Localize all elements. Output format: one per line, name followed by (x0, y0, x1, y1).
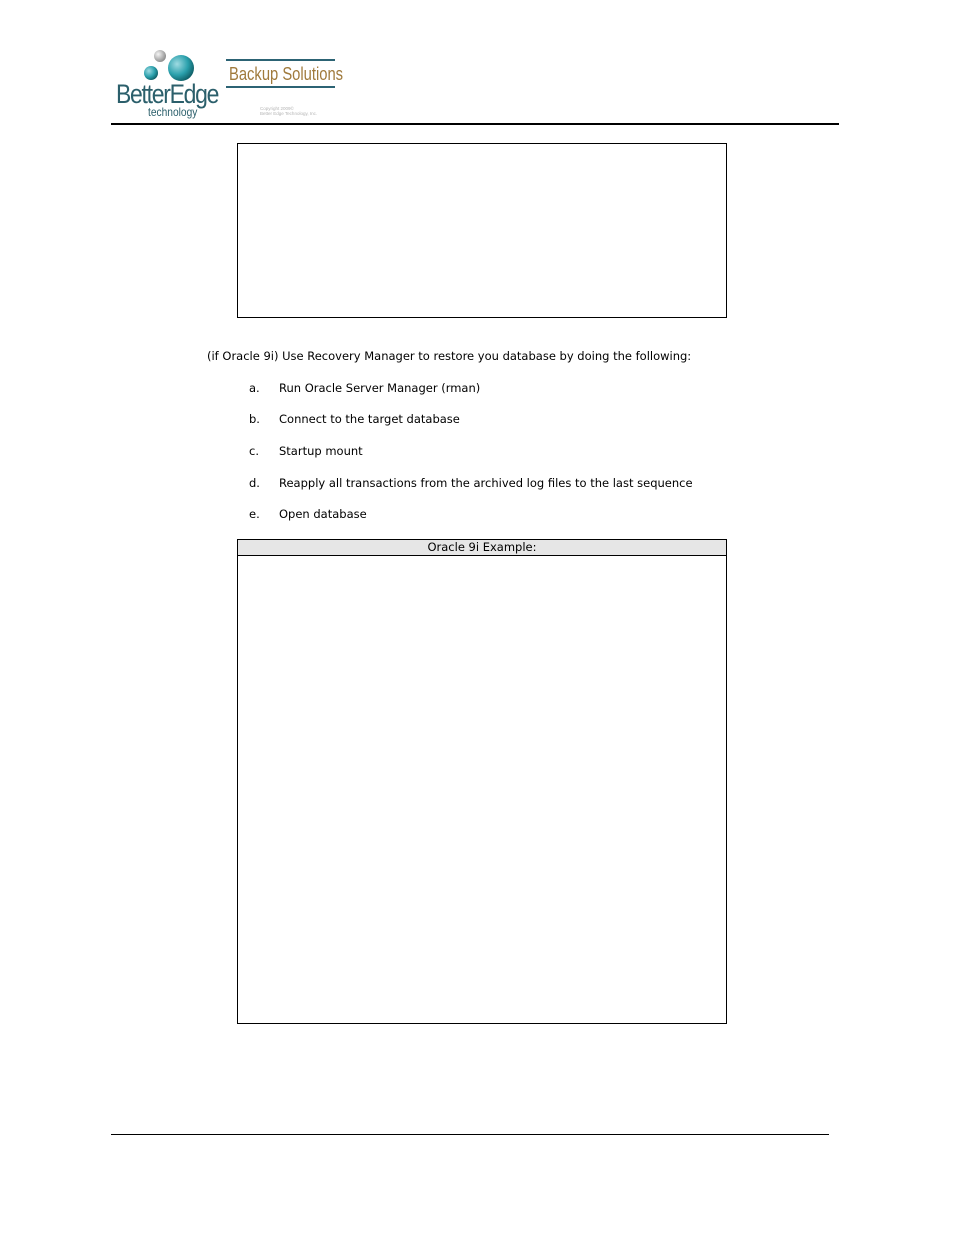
step-item (249, 507, 367, 521)
step-text: Open database (279, 507, 367, 521)
step-text: Connect to the target database (279, 412, 460, 426)
code-box-empty (237, 143, 727, 318)
oracle-example-box (237, 539, 727, 1024)
company-logo (112, 48, 352, 122)
step-text: Run Oracle Server Manager (rman) (279, 381, 481, 395)
step-letter: e. (249, 507, 260, 521)
product-rule-bottom (226, 86, 335, 88)
example-box-title: Oracle 9i Example: (238, 540, 726, 556)
step-letter: d. (249, 476, 260, 490)
product-rule-top (226, 59, 335, 61)
step-item (249, 381, 480, 395)
header-rule (111, 123, 839, 125)
brand-name: BetterEdge (116, 79, 219, 109)
step-text: Startup mount (279, 444, 363, 458)
step-item (249, 476, 693, 490)
copyright-line-2: Better Edge Technology, Inc. (260, 111, 318, 116)
step-letter: b. (249, 412, 260, 426)
step-letter: a. (249, 381, 260, 395)
intro-paragraph: (if Oracle 9i) Use Recovery Manager to restore you database by doing the following: (207, 349, 692, 363)
brand-subtitle: technology (148, 105, 198, 119)
step-letter: c. (249, 444, 259, 458)
footer-rule (111, 1134, 829, 1135)
step-item (249, 444, 363, 458)
copyright-line-1: Copyright 2009© (260, 106, 294, 111)
copyright-notice (260, 106, 317, 116)
step-text: Reapply all transactions from the archived log files to the last sequence (279, 476, 693, 490)
step-item (249, 412, 460, 426)
product-name: Backup Solutions (229, 64, 344, 84)
